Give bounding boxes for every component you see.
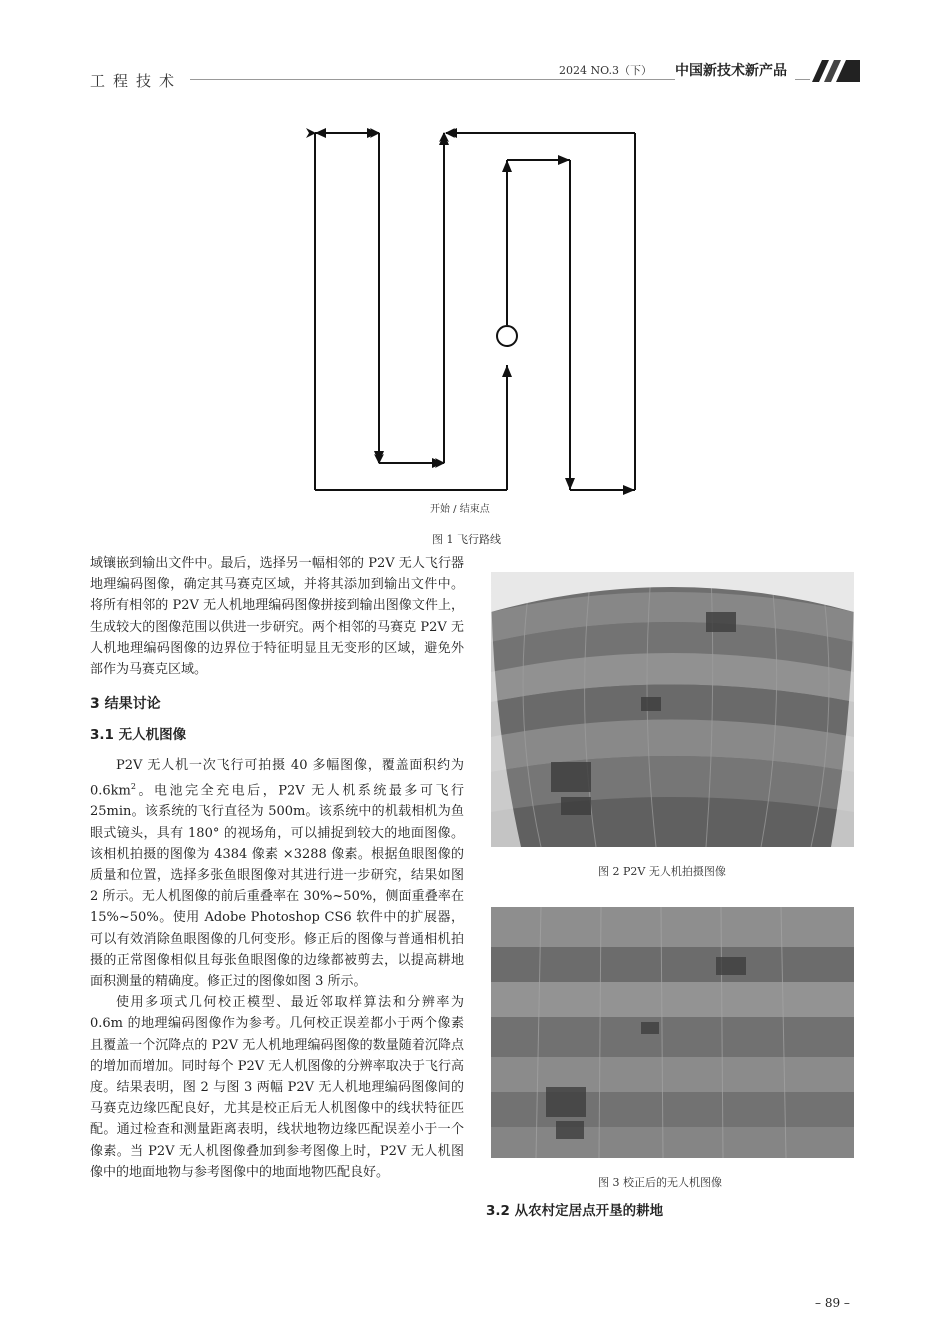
- arrowhead: [439, 133, 449, 145]
- corrected-aerial-photo: [491, 907, 854, 1158]
- figure3-caption: 图 3 校正后的无人机图像: [598, 1176, 722, 1189]
- arrowhead: [446, 128, 457, 138]
- figure1-caption: 图 1 飞行路线: [432, 533, 501, 546]
- paragraph-text: 。电池完全充电后，P2V 无人机系统最多可飞行 25min。该系统的飞行直径为 500m。该系统中的机载相机为鱼眼式镜头，具有 180° 的视场角，可以捕捉到较大的地面图像。该相机拍摄的图像为 4384 像素 ×3288 像素。根据鱼眼图像的质量和位置，选择多张鱼眼图像对其进行进一步研究，结果如图 2 所示。无人机图像的前后重叠率在 30%~50%，侧面重叠率在 15%~50%。使用 Adobe Photoshop CS6 软件中的扩展器，可以有效消除鱼眼图像的几何变形。修正后的图像与普通相机拍摄的正常图像相似且每张鱼眼图像的边缘都被剪去，以提高耕地面积测量的精确度。修正过的图像如图 3 所示。: [90, 783, 464, 989]
- arrowhead: [315, 128, 326, 138]
- journal-logo-icon: [812, 60, 860, 86]
- header-issue: 2024 NO.3（下）: [553, 62, 658, 78]
- paragraph-3-1-b: 使用多项式几何校正模型、最近邻取样算法和分辨率为 0.6m 的地理编码图像作为参考。几何校正误差都小于两个像素且覆盖一个沉降点的 P2V 无人机地理编码图像的数量随着沉降点的增加而增加。同时每个 P2V 无人机图像的分辨率取决于飞行高度。结果表明，图 2 与图 3 两幅 P2V 无人机地理编码图像间的马赛克边缘匹配良好，尤其是校正后无人机图像中的线状特征匹配。通过检查和测量距离表明，线状地物边缘匹配误差小于一个像素。当 P2V 无人机图像叠加到参考图像上时，P2V 无人机图像中的地面地物与参考图像中的地面地物匹配良好。: [90, 995, 464, 1180]
- section-3-1-heading: 3.1 无人机图像: [90, 727, 187, 744]
- section-3-heading: 3 结果讨论: [90, 696, 161, 713]
- arrowhead: [565, 478, 575, 490]
- figure2-caption: 图 2 P2V 无人机拍摄图像: [598, 865, 726, 878]
- arrowhead: [432, 458, 444, 468]
- paragraph-3-1-a: [90, 755, 464, 993]
- header-journal-title: 中国新技术新产品: [675, 60, 795, 80]
- arrowhead: [623, 485, 635, 495]
- left-text-column: [90, 553, 464, 1183]
- flight-path-diagram: [300, 118, 650, 502]
- start-end-point-marker: [497, 326, 517, 346]
- arrowhead: [502, 160, 512, 172]
- section-3-2-heading: 3.2 从农村定居点开垦的耕地: [486, 1203, 664, 1219]
- start-end-label: 开始 / 结束点: [430, 504, 490, 515]
- fisheye-aerial-photo: [491, 572, 854, 847]
- arrowhead: [502, 365, 512, 377]
- arrowhead: [367, 128, 379, 138]
- paragraph-intro: 域镶嵌到输出文件中。最后，选择另一幅相邻的 P2V 无人飞行器地理编码图像，确定其马赛克区域，并将其添加到输出文件中。将所有相邻的 P2V 无人机地理编码图像拼接到输出图像文件上，生成较大的图像范围以供进一步研究。两个相邻的马赛克 P2V 无人机地理编码图像的边界位于特征明显且无变形的区域，避免外部作为马赛克区域。: [90, 556, 464, 678]
- page-number: – 89 –: [815, 1296, 850, 1310]
- header-section: 工程技术: [90, 72, 183, 90]
- arrowhead: [374, 451, 384, 463]
- superscript: 2: [130, 781, 136, 791]
- arrowhead: [558, 155, 570, 165]
- paragraph-text: P2V 无人机一次飞行可拍摄 40 多幅图像，覆盖面积约为 0.6km: [90, 757, 464, 799]
